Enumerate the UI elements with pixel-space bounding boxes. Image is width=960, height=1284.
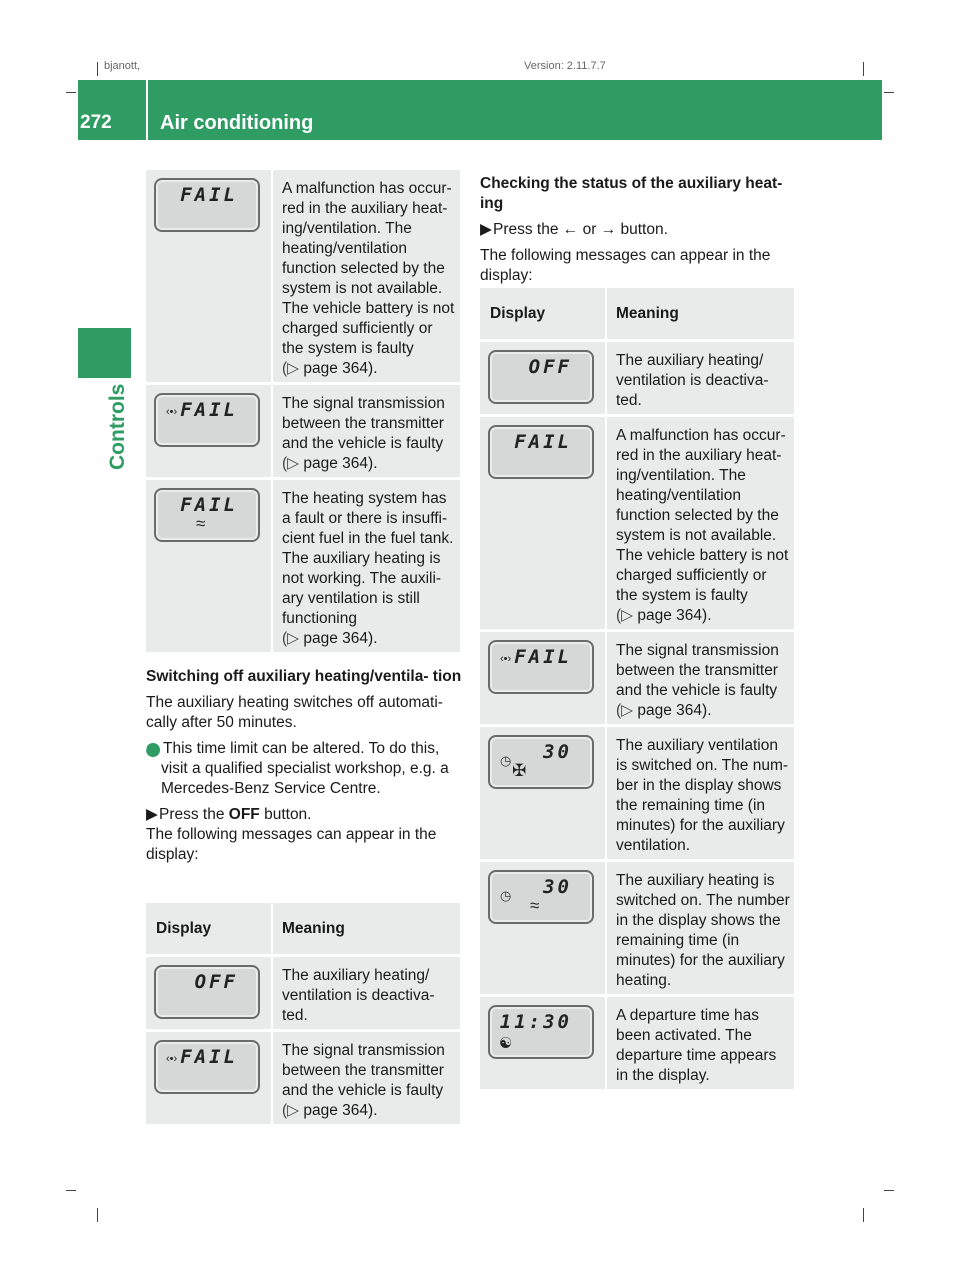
page-ref[interactable]: page 364). [637, 702, 712, 719]
column-header: Display [490, 305, 546, 322]
switch-off-section [143, 667, 462, 865]
bullet-arrow-icon: ▶ [480, 221, 492, 238]
page-ref[interactable]: page 364). [637, 607, 712, 624]
display-cell [480, 727, 605, 859]
meta-author: bjanott, [104, 60, 141, 72]
crop-mark [66, 92, 76, 93]
crop-mark [66, 1190, 76, 1191]
display-cell [146, 1032, 271, 1124]
status-table [480, 288, 794, 1092]
page-ref-marker: (▷ [282, 455, 304, 472]
table-row [480, 632, 794, 727]
display-cell [480, 862, 605, 994]
meaning-cell [271, 385, 460, 477]
fan-icon: ✠ [512, 761, 527, 780]
page-ref-marker: (▷ [616, 607, 638, 624]
page-ref[interactable]: page 364). [303, 455, 378, 472]
lcd-display: 11:30 ☯ [488, 1005, 594, 1059]
paragraph: The following messages can appear in the display: [480, 247, 771, 284]
lcd-display: OFF [154, 965, 260, 1019]
page-title: Air conditioning [160, 112, 314, 134]
meaning-cell [271, 480, 460, 652]
lcd-display: OFF [488, 350, 594, 404]
antenna-icon: ‹•› [500, 653, 512, 665]
departure-time-icon: ☯ [499, 1035, 513, 1052]
lcd-display: FAIL ≈ [154, 488, 260, 542]
meaning-cell [605, 632, 794, 724]
meaning-text: The auxiliary heating is switched on. The number in the display shows the remaining time (in minutes) for the auxiliary heating. [616, 872, 790, 989]
column-header: Display [156, 920, 212, 937]
display-cell [480, 342, 605, 414]
info-icon: i [146, 743, 160, 757]
meaning-cell [605, 342, 794, 414]
meaning-text: The signal transmission between the transmitter and the vehicle is faulty [282, 1042, 445, 1099]
page-ref-marker: (▷ [282, 360, 304, 377]
switch-off-table [146, 903, 460, 1127]
crop-mark [863, 1208, 864, 1222]
page-ref[interactable]: page 364). [303, 1102, 378, 1119]
display-cell [480, 417, 605, 629]
page-ref-marker: (▷ [282, 1102, 304, 1119]
lcd-display: ‹•› FAIL [488, 640, 594, 694]
crop-mark [884, 1190, 894, 1191]
right-arrow-button-icon: → [600, 221, 617, 238]
display-cell [480, 632, 605, 724]
meaning-cell [271, 1032, 460, 1124]
meaning-cell [605, 997, 794, 1089]
display-cell [146, 170, 271, 382]
table-row [146, 385, 460, 480]
meaning-cell [271, 170, 460, 382]
page-ref-marker: (▷ [282, 630, 304, 647]
meaning-cell [605, 862, 794, 994]
page-ref[interactable]: page 364). [303, 360, 378, 377]
table-row [146, 957, 460, 1032]
antenna-icon: ‹•› [166, 406, 178, 418]
lcd-display: ‹•› FAIL [154, 393, 260, 447]
check-status-section [480, 174, 796, 286]
fault-table [146, 170, 460, 655]
table-row [480, 417, 794, 632]
table-row [480, 727, 794, 862]
off-button-label: OFF [228, 806, 260, 823]
meaning-cell [605, 727, 794, 859]
meaning-text: The auxiliary heating/ ventilation is deactiva- ted. [616, 352, 769, 409]
crop-mark [97, 1208, 98, 1222]
lcd-display: FAIL [488, 425, 594, 479]
display-cell [146, 957, 271, 1029]
table-row [480, 342, 794, 417]
meaning-cell [605, 417, 794, 629]
paragraph: The auxiliary heating switches off automati- cally after 50 minutes. [146, 694, 443, 731]
display-cell [146, 385, 271, 477]
section-heading: Checking the status of the auxiliary heat- ing [480, 175, 783, 212]
bullet-arrow-icon: ▶ [146, 806, 158, 823]
meaning-text: A malfunction has occur- red in the auxiliary heat- ing/ventilation. The heating/ventilation function selected by the system is not available. The vehicle battery is not charged sufficiently or the system is faulty [282, 180, 455, 357]
table-row [146, 170, 460, 385]
display-cell [146, 480, 271, 652]
heating-icon: ≈ [530, 896, 540, 915]
display-cell [480, 997, 605, 1089]
page-ref-marker: (▷ [616, 702, 638, 719]
paragraph: The following messages can appear in the display: [146, 826, 437, 863]
crop-mark [884, 92, 894, 93]
meaning-text: The signal transmission between the transmitter and the vehicle is faulty [616, 642, 779, 699]
meaning-text: The auxiliary heating/ ventilation is deactiva- ted. [282, 967, 435, 1024]
crop-mark [863, 62, 864, 76]
info-note: i This time limit can be altered. To do this, visit a qualified specialist workshop, e.g. a Mercedes-Benz Service Centre. [143, 740, 449, 797]
meaning-cell [271, 957, 460, 1029]
page-number: 272 [80, 112, 112, 133]
section-heading: Switching off auxiliary heating/ventila- tion [146, 668, 462, 685]
header-divider [146, 80, 148, 140]
table-row [146, 480, 460, 655]
side-tab-marker [78, 328, 131, 378]
lcd-display: ‹•› FAIL [154, 1040, 260, 1094]
meaning-text: The auxiliary ventilation is switched on. The num- ber in the display shows the remaining time (in minutes) for the auxiliary ventilation. [616, 737, 789, 854]
instruction-step: ▶Press the OFF button. [146, 806, 312, 823]
lcd-display: FAIL [154, 178, 260, 232]
table-header [480, 288, 794, 342]
left-arrow-button-icon: ← [562, 221, 579, 238]
lcd-display: ◷ 30 ≈ [488, 870, 594, 924]
table-row [480, 997, 794, 1092]
column-header: Meaning [605, 288, 794, 339]
instruction-step: ▶Press the ← or → button. [480, 221, 668, 238]
meaning-text: The signal transmission between the transmitter and the vehicle is faulty [282, 395, 445, 452]
column-header: Meaning [271, 903, 460, 954]
table-header [146, 903, 460, 957]
clock-icon: ◷ [500, 888, 512, 903]
clock-icon: ◷ [500, 753, 512, 768]
table-row [480, 862, 794, 997]
lcd-display: ◷ 30 ✠ [488, 735, 594, 789]
meaning-text: The heating system has a fault or there is insuffi- cient fuel in the fuel tank. The auxiliary heating is not working. The auxili- ary ventilation is still functioning [282, 490, 454, 627]
crop-mark [97, 62, 98, 76]
meaning-text: A malfunction has occur- red in the auxiliary heat- ing/ventilation. The heating/ventilation function selected by the system is not available. The vehicle battery is not charged sufficiently or the system is faulty [616, 427, 789, 604]
heating-icon: ≈ [196, 514, 206, 533]
table-row [146, 1032, 460, 1127]
meaning-text: A departure time has been activated. The departure time appears in the display. [616, 1007, 777, 1084]
antenna-icon: ‹•› [166, 1053, 178, 1065]
meta-version: Version: 2.11.7.7 [524, 60, 606, 72]
page-ref[interactable]: page 364). [303, 630, 378, 647]
